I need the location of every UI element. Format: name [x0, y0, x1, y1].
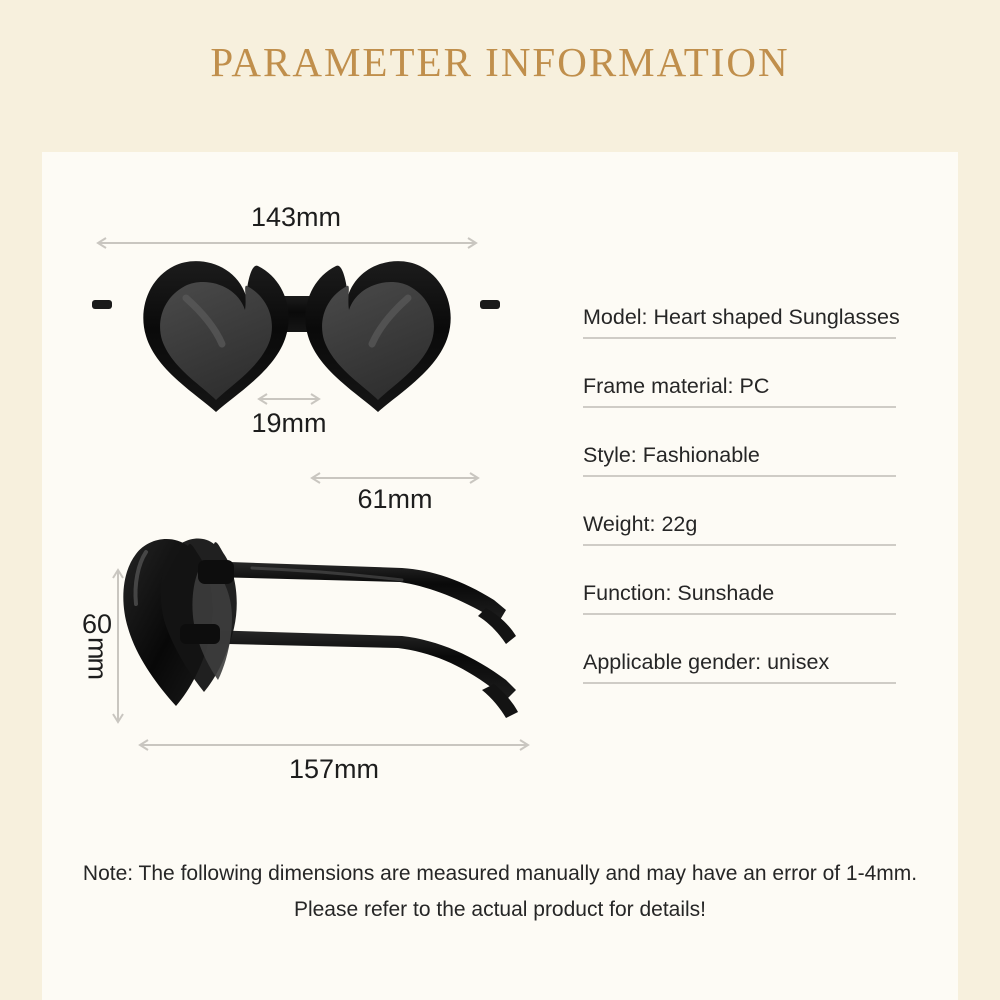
spec-row-applicable-gender — [583, 615, 908, 684]
spec-row-model — [583, 270, 908, 339]
spec-text-model: Model: Heart shaped Sunglasses — [583, 305, 900, 329]
spec-row-function — [583, 546, 908, 615]
dimension-frame-height-unit: mm — [82, 636, 113, 678]
spec-divider — [583, 682, 896, 684]
note-block — [42, 856, 958, 928]
product-diagram-panel — [42, 152, 562, 852]
dimension-arrow-temple-length — [134, 738, 534, 752]
spec-text-style: Style: Fashionable — [583, 443, 760, 467]
spec-text-frame-material: Frame material: PC — [583, 374, 770, 398]
dimension-arrow-bridge-width — [253, 392, 325, 406]
dimension-label-temple-length: 157mm — [288, 754, 380, 784]
spec-row-frame-material — [583, 339, 908, 408]
dimension-label-lens-height: 61mm — [357, 484, 433, 514]
spec-row-weight — [583, 477, 908, 546]
page-title: PARAMETER INFORMATION — [210, 39, 790, 85]
spec-row-style — [583, 408, 908, 477]
spec-text-function: Function: Sunshade — [583, 581, 775, 605]
dimension-arrow-total-width — [92, 236, 482, 250]
dimension-frame-height-number: 60 — [82, 609, 113, 639]
spec-text-weight: Weight: 22g — [583, 512, 698, 536]
side-view-image — [102, 524, 542, 729]
dimension-label-total-width: 143mm — [250, 202, 342, 232]
parameter-card — [42, 152, 958, 1000]
note-line-2: Please refer to the actual product for details! — [293, 898, 707, 921]
note-line-1: Note: The following dimensions are measured manually and may have an error of 1-4mm. — [82, 862, 918, 885]
specification-list — [583, 270, 908, 684]
dimension-label-bridge-width: 19mm — [251, 408, 327, 438]
spec-text-applicable-gender: Applicable gender: unisex — [583, 650, 830, 674]
dimension-arrow-lens-height — [306, 471, 484, 485]
